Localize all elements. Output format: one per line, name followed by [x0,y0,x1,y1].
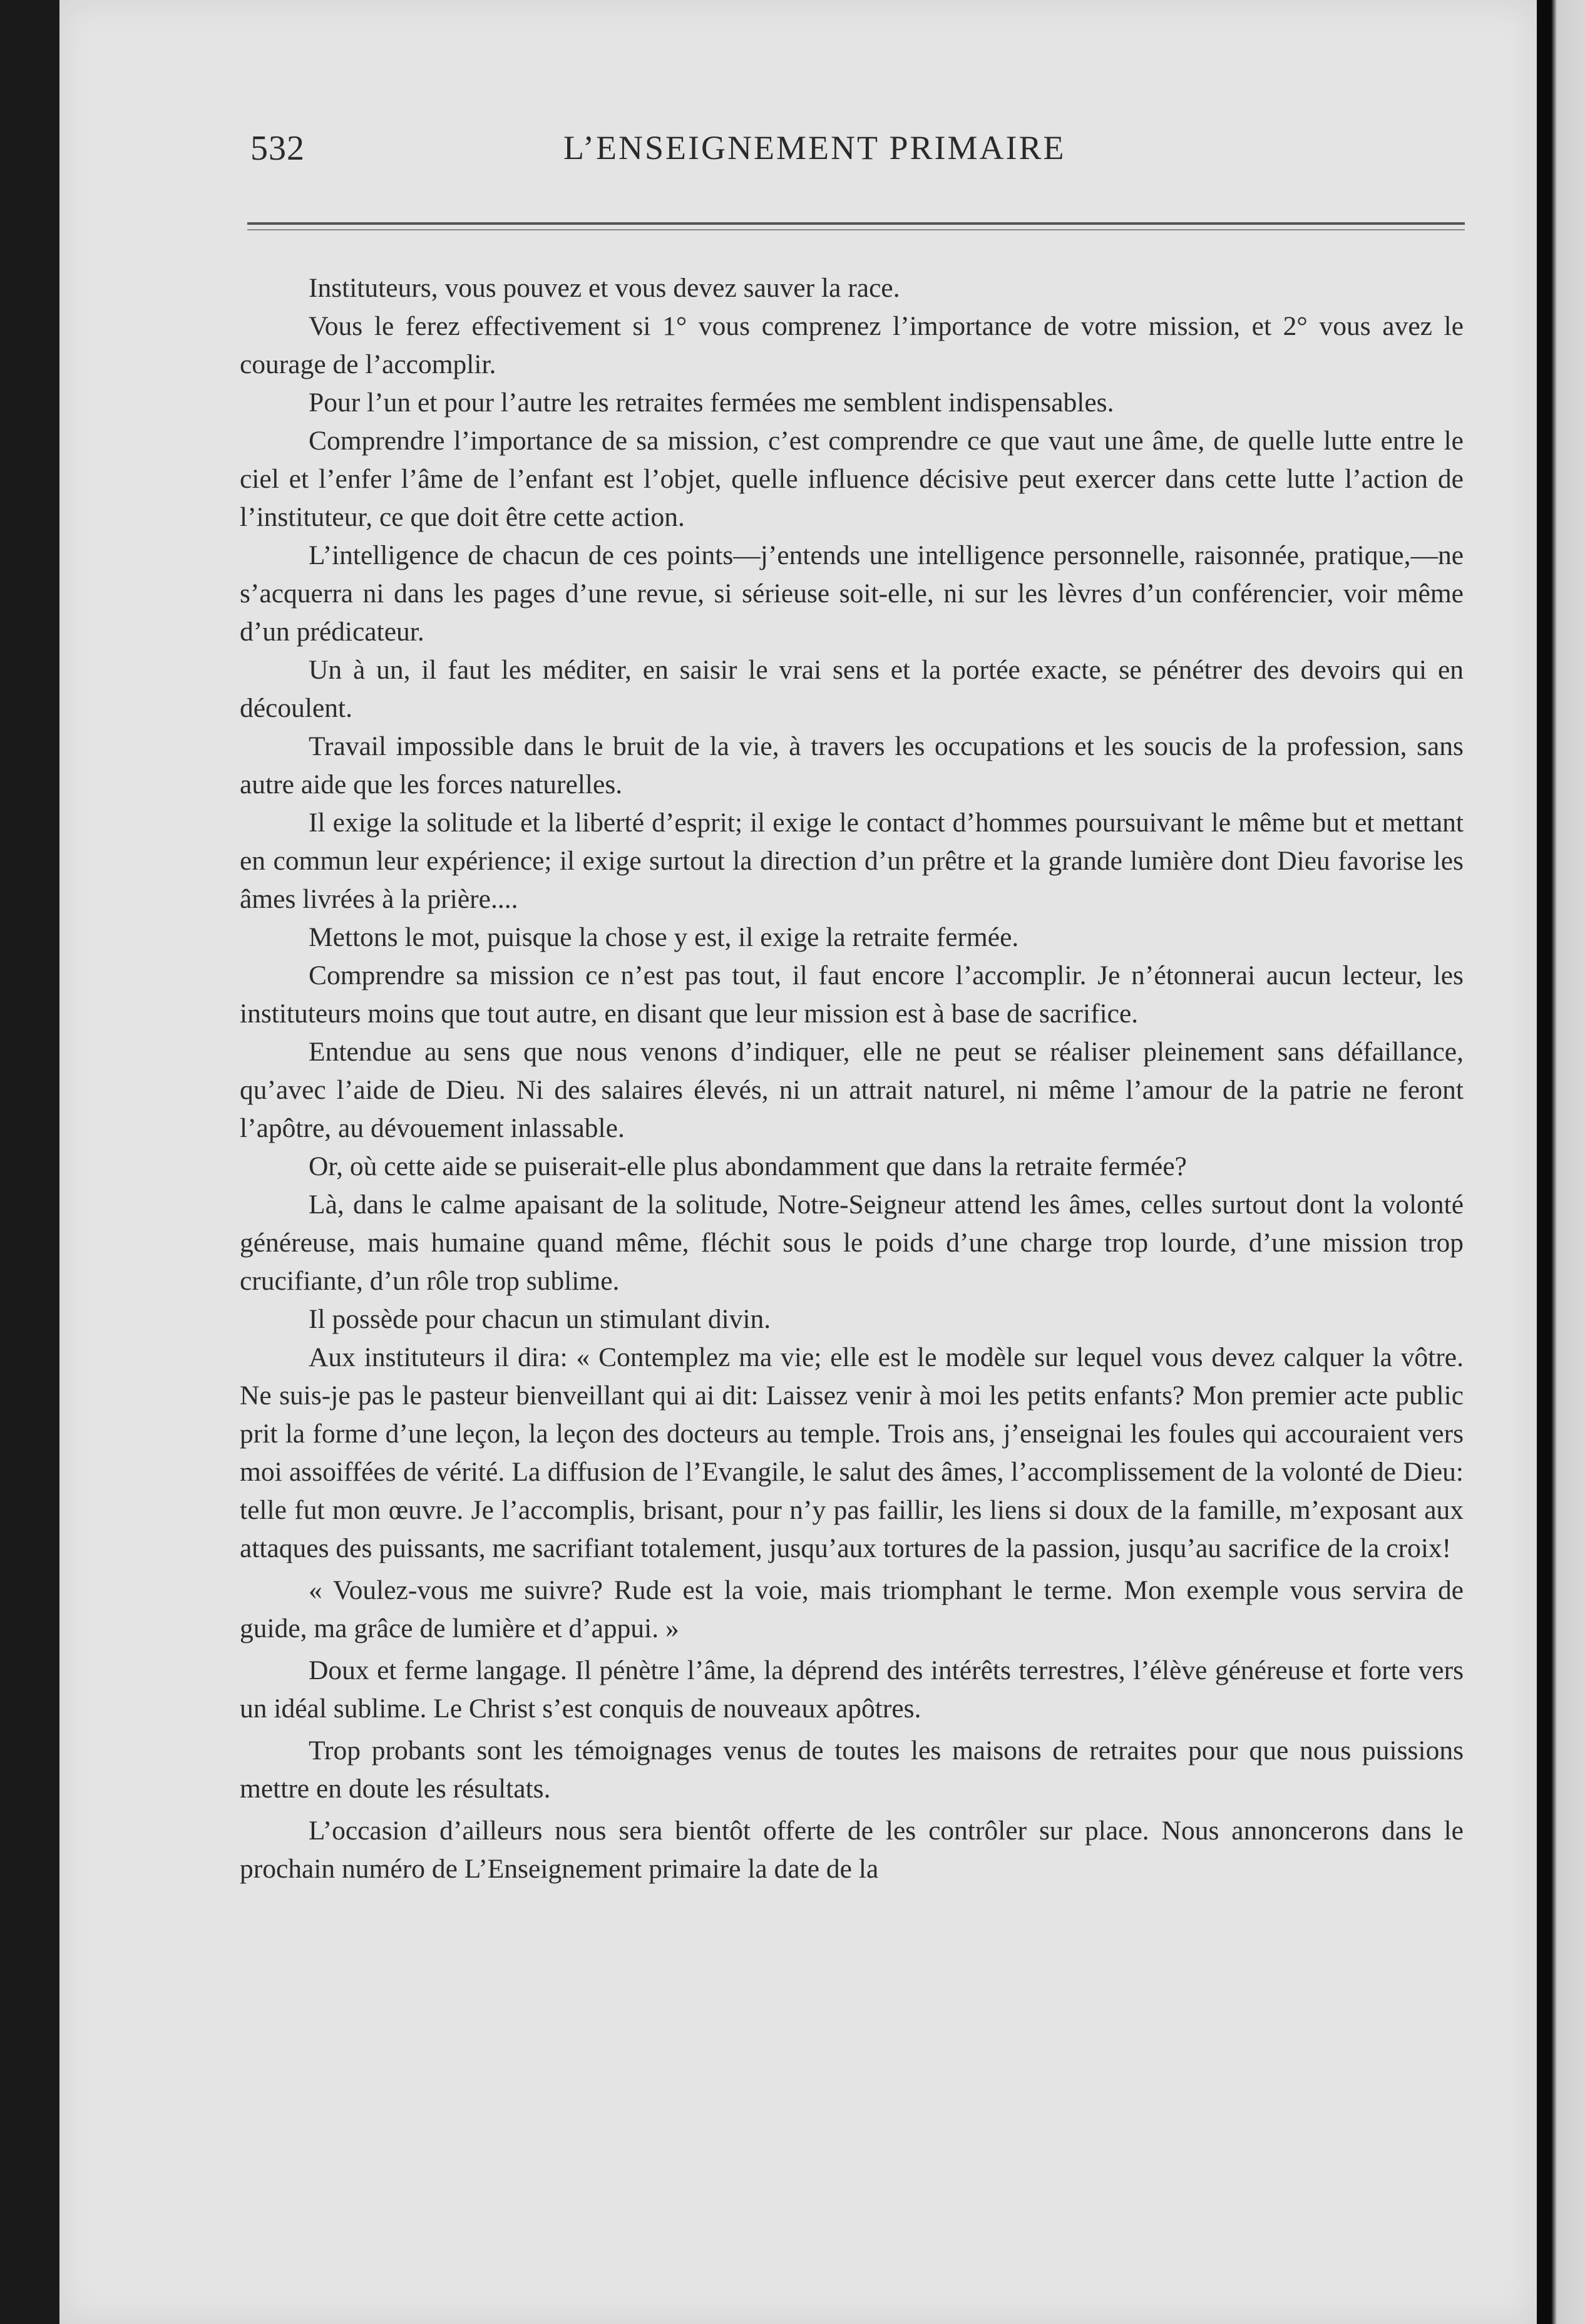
paragraph: Doux et ferme langage. Il pénètre l’âme, la déprend des intérêts terrestres, l’élève généreuse et forte vers un idéal sublime. Le Christ s’est conquis de nouveaux apôtres. [240,1655,1464,1724]
paragraph: Aux instituteurs il dira: « Contemplez ma vie; elle est le modèle sur lequel vous devez calquer la vôtre. Ne suis-je pas le pasteur bienveillant qui ai dit: Laissez venir à moi les petits enfants? Mon premier acte public prit la forme d’une leçon, la leçon des docteurs au temple. Trois ans, j’enseignai les foules qui accouraient vers moi assoiffées de vérité. La diffusion de l’Evangile, le salut des âmes, l’accomplissement de la volonté de Dieu: telle fut mon œuvre. Je l’accomplis, brisant, pour n’y pas faillir, les liens si doux de la famille, m’exposant aux attaques des puissants, me sacrifiant totalement, jusqu’aux tortures de la passion, jusqu’au sacrifice de la croix! [240,1342,1464,1563]
paragraph: Vous le ferez effectivement si 1° vous comprenez l’importance de votre mission, et 2° vous avez le courage de l’accomplir. [240,311,1464,379]
paragraph: Trop probants sont les témoignages venus de toutes les maisons de retraites pour que nous puissions mettre en doute les résultats. [240,1735,1464,1804]
paragraph: « Voulez-vous me suivre? Rude est la voie, mais triomphant le terme. Mon exemple vous servira de guide, ma grâce de lumière et d’appui. » [240,1575,1464,1643]
paragraph: Travail impossible dans le bruit de la vie, à travers les occupations et les soucis de la profession, sans autre aide que les forces naturelles. [240,731,1464,800]
paragraph: Il exige la solitude et la liberté d’esprit; il exige le contact d’hommes poursuivant le même but et mettant en commun leur expérience; il exige surtout la direction d’un prêtre et la grande lumière dont Dieu favorise les âmes livrées à la prière.... [240,808,1464,914]
paragraph: Pour l’un et pour l’autre les retraites fermées me semblent indispensables. [309,388,1114,418]
paragraph: L’occasion d’ailleurs nous sera bientôt offerte de les contrôler sur place. Nous annoncerons dans le prochain numéro de L’Enseignement primaire la date de la [240,1816,1464,1884]
header-rule [247,222,1465,225]
paragraph: Mettons le mot, puisque la chose y est, il exige la retraite fermée. [309,922,1019,952]
header-rule-thin [247,229,1465,230]
page-header [188,128,1465,185]
paragraph: Il possède pour chacun un stimulant divin. [309,1304,771,1334]
paragraph: L’intelligence de chacun de ces points—j’entends une intelligence personnelle, raisonnée, pratique,—ne s’acquerra ni dans les pages d’une revue, si sérieuse soit-elle, ni sur les lèvres d’un conférencier, voir même d’un prédicateur. [240,540,1464,647]
paragraph: Entendue au sens que nous venons d’indiquer, elle ne peut se réaliser pleinement sans défaillance, qu’avec l’aide de Dieu. Ni des salaires élevés, ni un attrait naturel, ni même l’amour de la patrie ne feront l’apôtre, au dévouement inlassable. [240,1037,1464,1143]
paragraph: Instituteurs, vous pouvez et vous devez sauver la race. [309,273,900,303]
paragraph: Comprendre l’importance de sa mission, c’est comprendre ce que vaut une âme, de quelle lutte entre le ciel et l’enfer l’âme de l’enfant est l’objet, quelle influence décisive peut exercer dans cette lutte l’action de l’instituteur, ce que doit être cette action. [240,426,1464,532]
page-number: 532 [250,129,305,168]
paragraph: Or, où cette aide se puiserait-elle plus abondamment que dans la retraite fermée? [309,1151,1187,1181]
paragraph: Comprendre sa mission ce n’est pas tout, il faut encore l’accomplir. Je n’étonnerai aucun lecteur, les instituteurs moins que tout autre, en disant que leur mission est à base de sacrifice. [240,960,1464,1029]
paragraph: Un à un, il faut les méditer, en saisir le vrai sens et la portée exacte, se pénétrer des devoirs qui en découlent. [240,655,1464,723]
running-title: L’ENSEIGNEMENT PRIMAIRE [563,129,1066,167]
page-edge-shadow [1537,0,1585,2324]
article-body [240,269,1464,1888]
paragraph: Là, dans le calme apaisant de la solitude, Notre-Seigneur attend les âmes, celles surtout dont la volonté généreuse, mais humaine quand même, fléchit sous le poids d’une charge trop lourde, d’une mission trop crucifiante, d’un rôle trop sublime. [240,1190,1464,1296]
